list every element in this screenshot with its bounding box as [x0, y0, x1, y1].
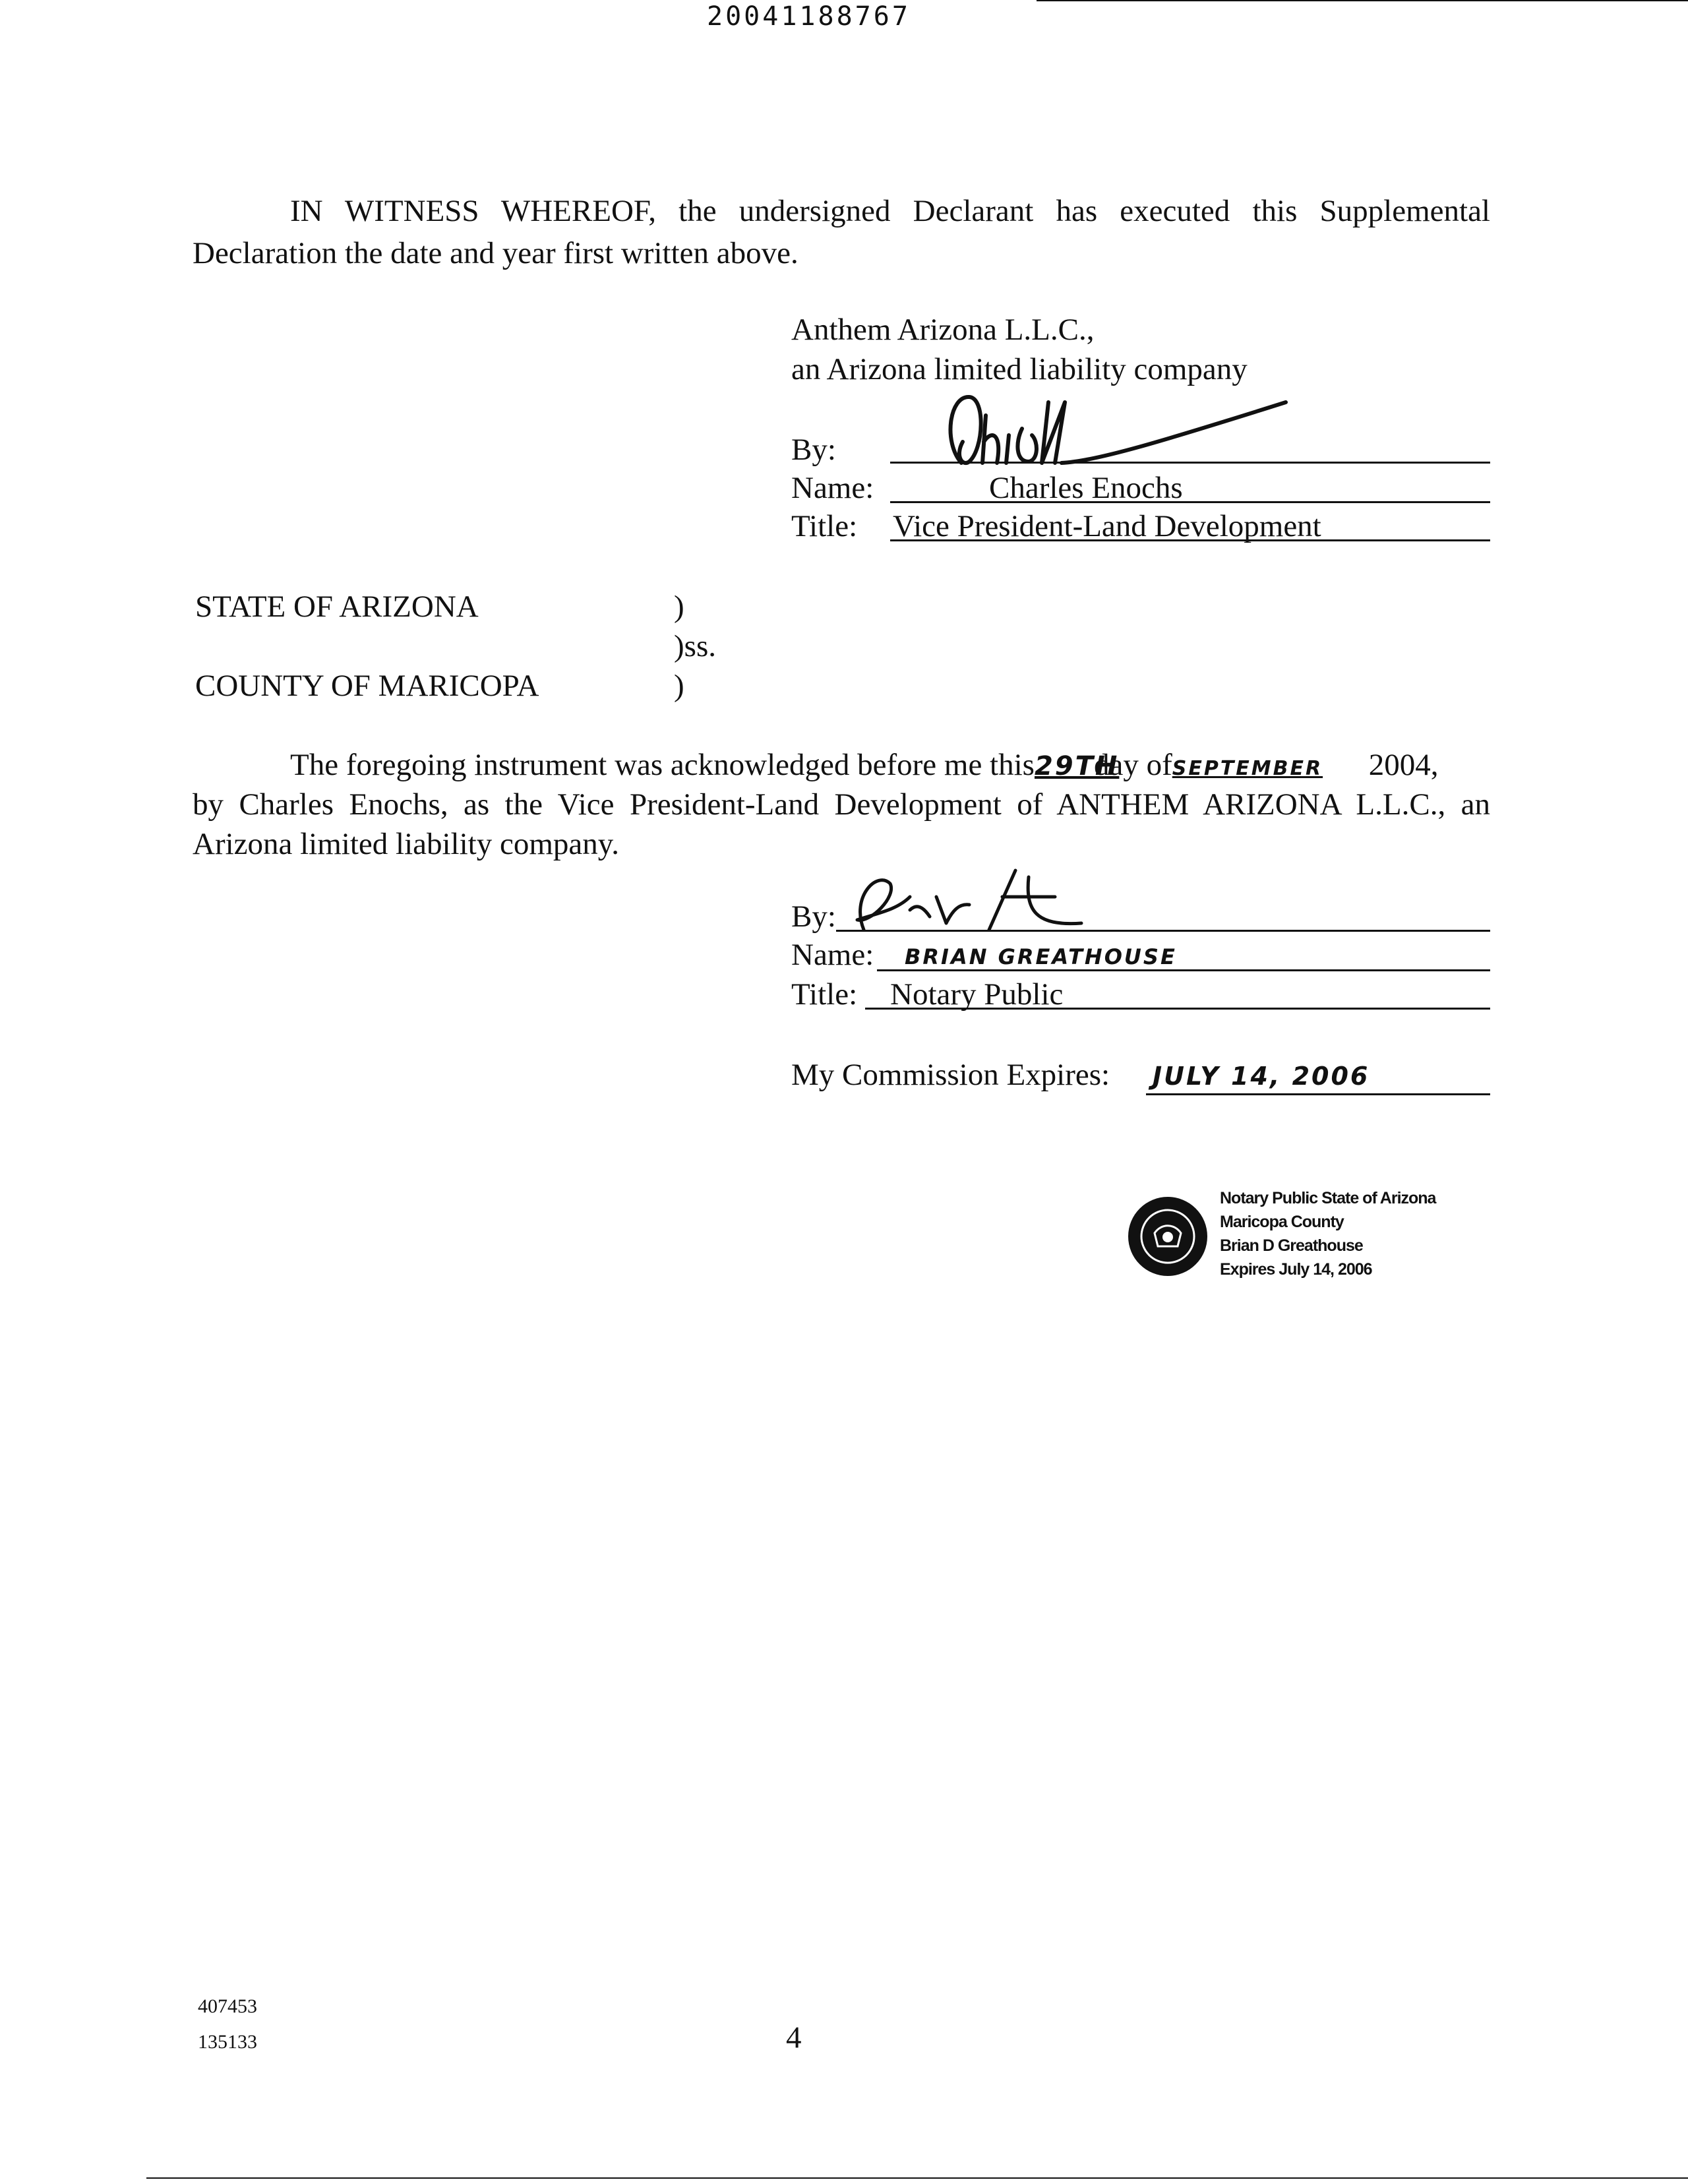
notary-by-line: [836, 930, 1490, 932]
declarant-title-value: Vice President-Land Development: [893, 509, 1321, 543]
footer-doc-number-1: 407453: [198, 1995, 257, 2017]
declarant-title-line: [890, 539, 1490, 541]
venue-paren-bottom: ): [674, 669, 684, 703]
ack-line-1: [290, 745, 1490, 789]
header-rule: [1037, 0, 1688, 1]
declarant-company-desc: an Arizona limited liability company: [791, 352, 1248, 386]
venue-county: COUNTY OF MARICOPA: [195, 669, 539, 703]
declarant-by-label: By:: [791, 433, 836, 467]
notary-commission-line: [1146, 1093, 1490, 1095]
ack-year: 2004,: [1368, 748, 1439, 782]
witness-line-2: Declaration the date and year first written above.: [193, 236, 799, 270]
ack-day-of: day of: [1093, 748, 1172, 782]
declarant-name-value: Charles Enochs: [989, 471, 1183, 505]
declarant-name-label: Name:: [791, 471, 874, 505]
notary-commission-handwritten: JULY 14, 2006: [1153, 1062, 1370, 1091]
declarant-by-line: [890, 462, 1490, 464]
notary-title-value: Notary Public: [890, 977, 1064, 1012]
footer-rule: [146, 2177, 1688, 2179]
seal-line-3: Brian D Greathouse: [1220, 1236, 1363, 1255]
ack-month-handwritten: SEPTEMBER: [1172, 757, 1323, 780]
notary-name-line: [877, 969, 1490, 971]
notary-seal-icon: [1125, 1194, 1211, 1279]
ack-line-1-prefix: The foregoing instrument was acknowledged before me this: [290, 748, 1035, 782]
notary-commission-label: My Commission Expires:: [791, 1058, 1110, 1092]
witness-line-1: IN WITNESS WHEREOF, the undersigned Declarant has executed this Supplemental: [290, 194, 1490, 228]
seal-line-4: Expires July 14, 2006: [1220, 1260, 1372, 1279]
venue-paren-top: ): [674, 590, 684, 624]
notary-name-handwritten: BRIAN GREATHOUSE: [905, 944, 1177, 969]
ack-day-handwritten: 29TH: [1034, 751, 1120, 781]
venue-ss: )ss.: [674, 629, 716, 663]
notary-title-line: [865, 1008, 1490, 1010]
declarant-name-line: [890, 501, 1490, 503]
footer-doc-number-2: 135133: [198, 2031, 257, 2053]
seal-line-1: Notary Public State of Arizona: [1220, 1189, 1436, 1207]
venue-state: STATE OF ARIZONA: [195, 590, 479, 624]
page-number: 4: [786, 2020, 802, 2055]
declarant-company: Anthem Arizona L.L.C.,: [791, 313, 1095, 347]
declarant-title-label: Title:: [791, 509, 858, 543]
notary-title-label: Title:: [791, 977, 858, 1012]
ack-line-3: Arizona limited liability company.: [193, 827, 619, 861]
notary-name-label: Name:: [791, 938, 874, 972]
seal-line-2: Maricopa County: [1220, 1213, 1344, 1231]
ack-line-2: by Charles Enochs, as the Vice President-Land Development of ANTHEM ARIZONA L.L.C., an: [193, 787, 1490, 822]
notary-by-label: By:: [791, 899, 836, 934]
recording-number: 20041188767: [707, 1, 911, 32]
